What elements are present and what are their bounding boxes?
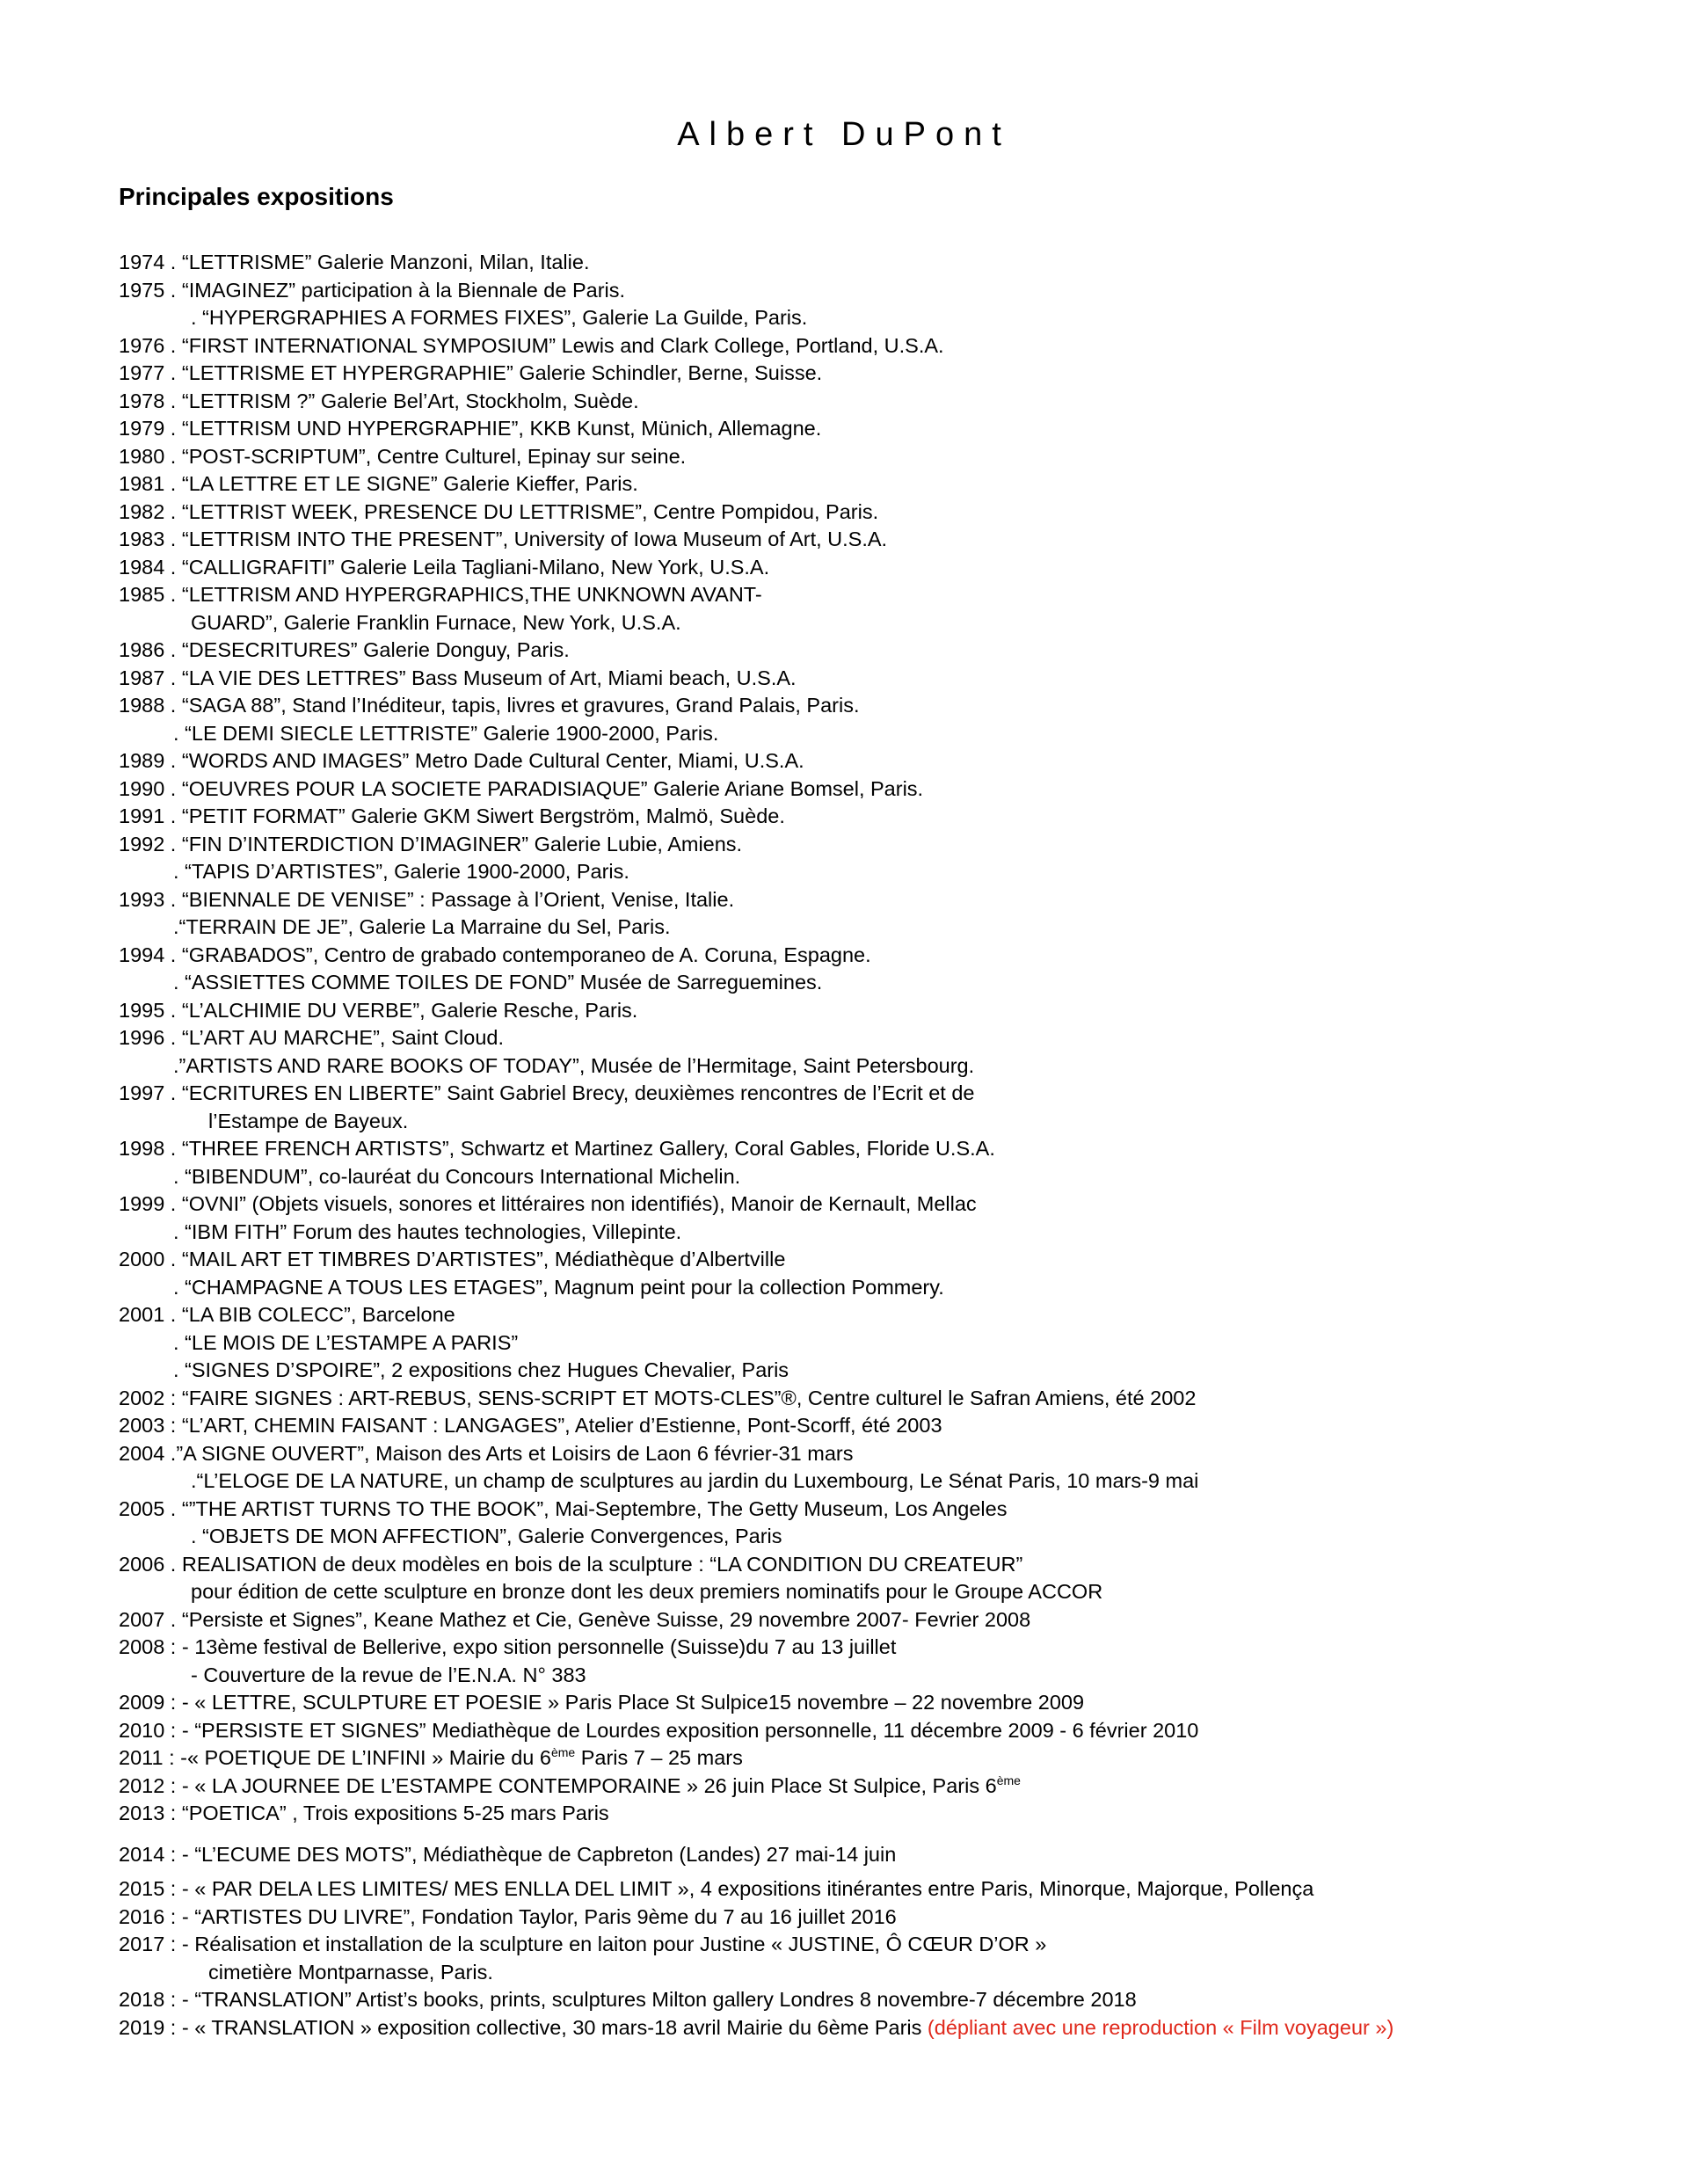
exhibition-line: 2007 . “Persiste et Signes”, Keane Mathez et Cie, Genève Suisse, 29 novembre 2007- Fevrier 2008 <box>119 1607 1031 1631</box>
exhibition-line: 1978 . “LETTRISM ?” Galerie Bel’Art, Stockholm, Suède. <box>119 389 639 412</box>
exhibition-line: 1997 . “ECRITURES EN LIBERTE” Saint Gabriel Brecy, deuxièmes rencontres de l’Ecrit et de <box>119 1081 975 1104</box>
exhibition-line: 2008 : - 13ème festival de Bellerive, expo sition personnelle (Suisse)du 7 au 13 juillet <box>119 1635 897 1658</box>
exhibition-line: 2000 . “MAIL ART ET TIMBRES D’ARTISTES”, Médiathèque d’Albertville <box>119 1248 786 1270</box>
exhibition-line: 2005 . “”THE ARTIST TURNS TO THE BOOK”, Mai-Septembre, The Getty Museum, Los Angeles <box>119 1496 1008 1520</box>
exhibition-line: 1974 . “LETTRISME” Galerie Manzoni, Milan, Italie. <box>119 251 590 273</box>
exhibition-line: . “HYPERGRAPHIES A FORMES FIXES”, Galerie La Guilde, Paris. <box>191 306 808 329</box>
exhibition-line: 1988 . “SAGA 88”, Stand l’Inéditeur, tapis, livres et gravures, Grand Palais, Paris. <box>119 694 860 717</box>
exhibition-line: 2012 : - « LA JOURNEE DE L’ESTAMPE CONTEMPORAINE » 26 juin Place St Sulpice, Paris 6ème <box>119 1773 1021 1797</box>
exhibition-line: 1976 . “FIRST INTERNATIONAL SYMPOSIUM” Lewis and Clark College, Portland, U.S.A. <box>119 333 944 357</box>
exhibition-line: 1995 . “L’ALCHIMIE DU VERBE”, Galerie Resche, Paris. <box>119 998 638 1022</box>
exhibition-line: 1985 . “LETTRISM AND HYPERGRAPHICS,THE UNKNOWN AVANT- <box>119 583 762 606</box>
exhibition-line: . “SIGNES D’SPOIRE”, 2 expositions chez Hugues Chevalier, Paris <box>173 1358 789 1381</box>
exhibition-line: 1990 . “OEUVRES POUR LA SOCIETE PARADISIAQUE” Galerie Ariane Bomsel, Paris. <box>119 776 924 800</box>
exhibition-line: 1986 . “DESECRITURES” Galerie Donguy, Paris. <box>119 638 570 661</box>
exhibition-line: l’Estampe de Bayeux. <box>208 1109 409 1132</box>
exhibition-line: pour édition de cette sculpture en bronze dont les deux premiers nominatifs pour le Groupe ACCOR <box>191 1580 1103 1603</box>
section-heading: Principales expositions <box>119 183 394 210</box>
exhibition-line: 2006 . REALISATION de deux modèles en bois de la sculpture : “LA CONDITION DU CREATEUR” <box>119 1552 1023 1576</box>
exhibition-line: 1987 . “LA VIE DES LETTRES” Bass Museum of Art, Miami beach, U.S.A. <box>119 666 797 689</box>
exhibition-line: 1980 . “POST-SCRIPTUM”, Centre Culturel, Epinay sur seine. <box>119 444 687 468</box>
exhibition-line: 2013 : “POETICA” , Trois expositions 5-25 mars Paris <box>119 1802 609 1824</box>
exhibition-line: 2002 : “FAIRE SIGNES : ART-REBUS, SENS-SCRIPT ET MOTS-CLES”®, Centre culturel le Safran Amiens, été 2002 <box>119 1386 1197 1409</box>
red-note: (dépliant avec une reproduction « Film voyageur ») <box>927 2015 1394 2039</box>
exhibition-line: 1998 . “THREE FRENCH ARTISTS”, Schwartz et Martinez Gallery, Coral Gables, Floride U.S.A. <box>119 1137 995 1160</box>
exhibition-line: 1979 . “LETTRISM UND HYPERGRAPHIE”, KKB Kunst, Münich, Allemagne. <box>119 417 822 440</box>
exhibition-line: 1996 . “L’ART AU MARCHE”, Saint Cloud. <box>119 1026 504 1049</box>
exhibition-line: . “BIBENDUM”, co-lauréat du Concours International Michelin. <box>173 1164 741 1188</box>
exhibition-line: cimetière Montparnasse, Paris. <box>208 1960 493 1984</box>
exhibition-line: 2017 : - Réalisation et installation de la sculpture en laiton pour Justine « JUSTINE, Ô CŒUR D’OR » <box>119 1933 1047 1955</box>
exhibition-line: 2014 : - “L’ECUME DES MOTS”, Médiathèque de Capbreton (Landes) 27 mai-14 juin <box>119 1842 897 1866</box>
exhibition-line: . “OBJETS DE MON AFFECTION”, Galerie Convergences, Paris <box>191 1525 782 1547</box>
exhibition-line: . “CHAMPAGNE A TOUS LES ETAGES”, Magnum peint pour la collection Pommery. <box>173 1275 944 1299</box>
exhibition-line: 1989 . “WORDS AND IMAGES” Metro Dade Cultural Center, Miami, U.S.A. <box>119 749 804 772</box>
exhibition-line: 1982 . “LETTRIST WEEK, PRESENCE DU LETTRISME”, Centre Pompidou, Paris. <box>119 499 879 523</box>
exhibition-line: . “TAPIS D’ARTISTES”, Galerie 1900-2000, Paris. <box>173 860 629 883</box>
exhibition-line: 1975 . “IMAGINEZ” participation à la Biennale de Paris. <box>119 278 626 302</box>
exhibition-line: 2001 . “LA BIB COLECC”, Barcelone <box>119 1303 455 1326</box>
exhibition-line: - Couverture de la revue de l’E.N.A. N° 383 <box>191 1663 586 1686</box>
exhibition-line: 1981 . “LA LETTRE ET LE SIGNE” Galerie Kieffer, Paris. <box>119 472 638 495</box>
artist-name-title: Albert DuPont <box>677 116 1011 153</box>
exhibition-line: . “LE DEMI SIECLE LETTRISTE” Galerie 1900-2000, Paris. <box>173 721 719 745</box>
exhibition-line: 2009 : - « LETTRE, SCULPTURE ET POESIE » Paris Place St Sulpice15 novembre – 22 novembre 2009 <box>119 1691 1085 1714</box>
exhibition-line: 1977 . “LETTRISME ET HYPERGRAPHIE” Galerie Schindler, Berne, Suisse. <box>119 361 823 384</box>
exhibition-line: 2010 : - “PERSISTE ET SIGNES” Mediathèque de Lourdes exposition personnelle, 11 décembre 2009 - 6 février 2010 <box>119 1718 1199 1742</box>
exhibition-line: GUARD”, Galerie Franklin Furnace, New York, U.S.A. <box>191 610 681 634</box>
exhibition-line: 2011 : -« POETIQUE DE L’INFINI » Mairie du 6ème Paris 7 – 25 mars <box>119 1745 743 1769</box>
exhibition-line: 2004 .”A SIGNE OUVERT”, Maison des Arts et Loisirs de Laon 6 février-31 mars <box>119 1441 854 1465</box>
exhibition-line: 1994 . “GRABADOS”, Centro de grabado contemporaneo de A. Coruna, Espagne. <box>119 943 871 966</box>
exhibition-list <box>119 249 1648 2042</box>
exhibition-line: .“L’ELOGE DE LA NATURE, un champ de sculptures au jardin du Luxembourg, Le Sénat Paris, 10 mars-9 mai <box>191 1469 1199 1492</box>
exhibition-line: 2015 : - « PAR DELA LES LIMITES/ MES ENLLA DEL LIMIT », 4 expositions itinérantes entre Paris, Minorque, Majorque, Pollença <box>119 1877 1314 1900</box>
exhibition-line: .”ARTISTS AND RARE BOOKS OF TODAY”, Musée de l’Hermitage, Saint Petersbourg. <box>173 1053 975 1077</box>
exhibition-line: 2018 : - “TRANSLATION” Artist’s books, prints, sculptures Milton gallery Londres 8 novembre-7 décembre 2018 <box>119 1988 1137 2011</box>
exhibition-line: 2019 : - « TRANSLATION » exposition collective, 30 mars-18 avril Mairie du 6ème Paris (dépliant avec une reproduction « Film voyageur ») <box>119 2015 1394 2039</box>
exhibition-line: 1999 . “OVNI” (Objets visuels, sonores et littéraires non identifiés), Manoir de Kernault, Mellac <box>119 1192 977 1215</box>
exhibition-line: .“TERRAIN DE JE”, Galerie La Marraine du Sel, Paris. <box>173 915 671 938</box>
exhibition-line: 1991 . “PETIT FORMAT” Galerie GKM Siwert Bergström, Malmö, Suède. <box>119 804 785 827</box>
exhibition-line: 2003 : “L’ART, CHEMIN FAISANT : LANGAGES”, Atelier d’Estienne, Pont-Scorff, été 2003 <box>119 1414 942 1437</box>
exhibition-line: 1984 . “CALLIGRAFITI” Galerie Leila Tagliani-Milano, New York, U.S.A. <box>119 555 770 579</box>
exhibition-line: 1992 . “FIN D’INTERDICTION D’IMAGINER” Galerie Lubie, Amiens. <box>119 832 743 855</box>
exhibition-line: . “ASSIETTES COMME TOILES DE FOND” Musée de Sarreguemines. <box>173 971 823 994</box>
exhibition-line: 1983 . “LETTRISM INTO THE PRESENT”, University of Iowa Museum of Art, U.S.A. <box>119 528 888 550</box>
exhibition-line: 1993 . “BIENNALE DE VENISE” : Passage à l’Orient, Venise, Italie. <box>119 887 735 911</box>
exhibition-line: 2016 : - “ARTISTES DU LIVRE”, Fondation Taylor, Paris 9ème du 7 au 16 juillet 2016 <box>119 1904 897 1928</box>
exhibition-line: . “IBM FITH” Forum des hautes technologies, Villepinte. <box>173 1219 682 1243</box>
exhibition-line: . “LE MOIS DE L’ESTAMPE A PARIS” <box>173 1330 519 1354</box>
